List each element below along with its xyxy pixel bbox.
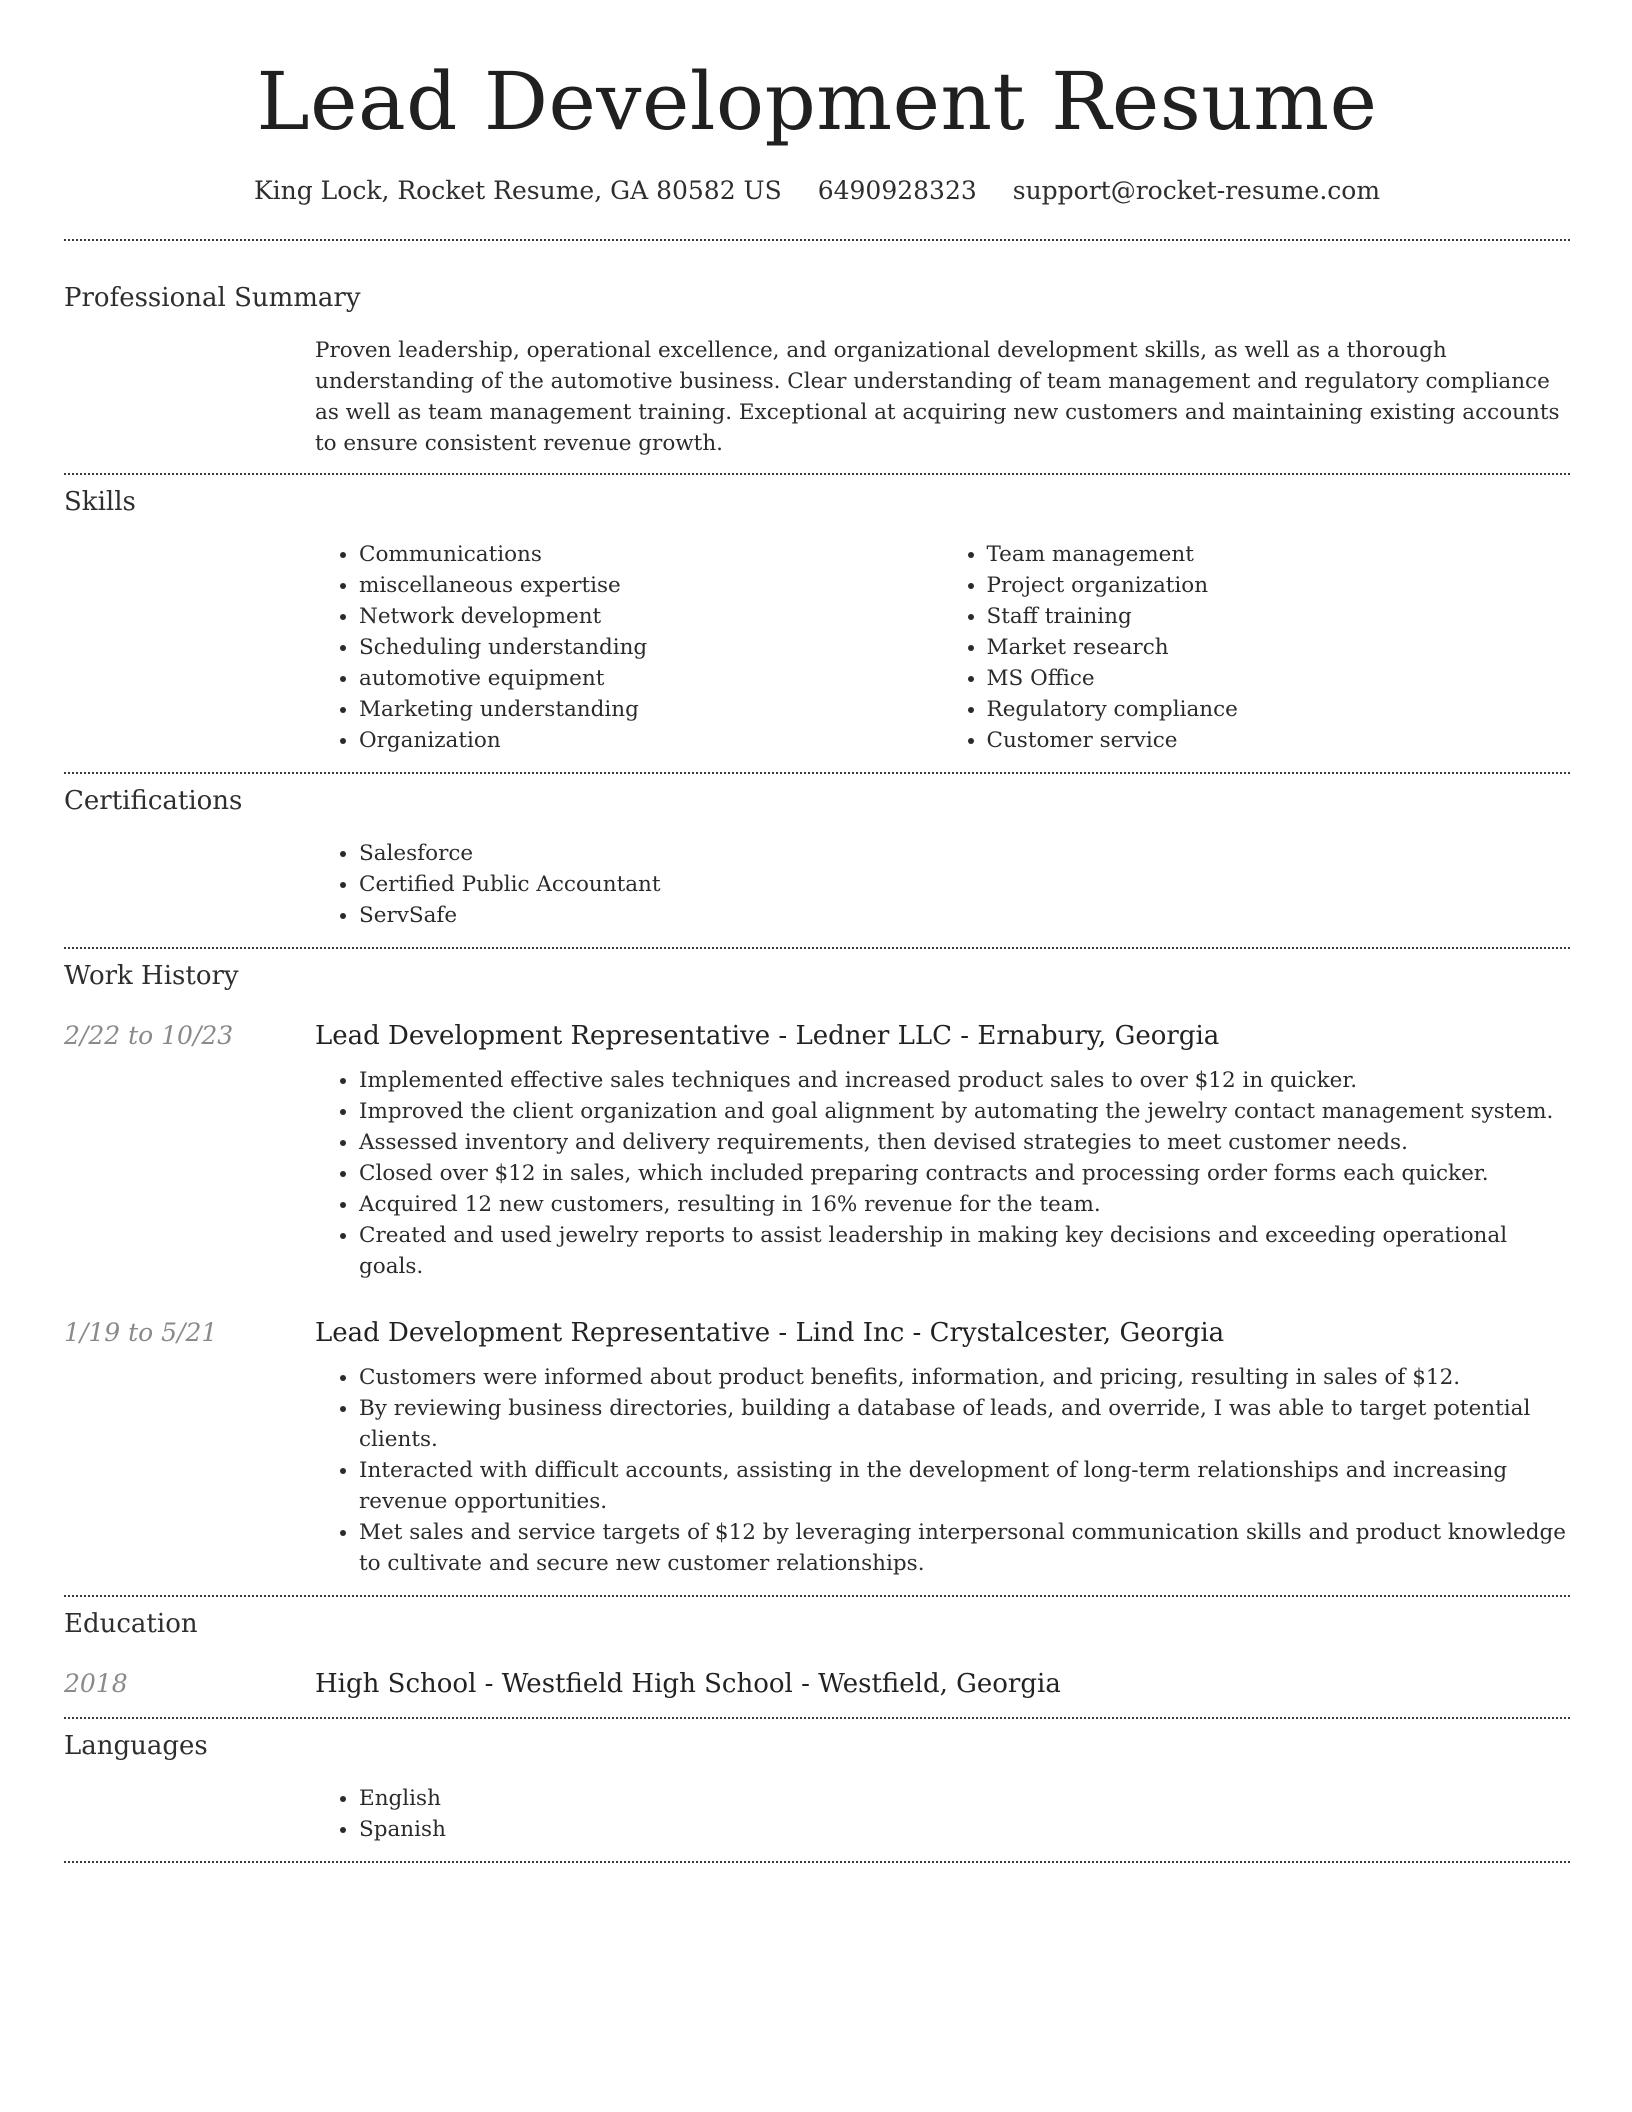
skill-item: • automotive equipment [359, 663, 943, 694]
section-title-education: Education [64, 1609, 198, 1639]
job-bullet-list [315, 1362, 1570, 1579]
job-bullet: • Created and used jewelry reports to assist leadership in making key decisions and exceeding operational goals. [359, 1220, 1570, 1282]
job-bullet: • Interacted with difficult accounts, assisting in the development of long-term relationships and increasing revenue opportunities. [359, 1455, 1570, 1517]
skill-item: • Communications [359, 539, 943, 570]
job-bullet: • Implemented effective sales techniques and increased product sales to over $12 in quicker. [359, 1065, 1570, 1096]
contact-email: support@rocket-resume.com [1012, 176, 1381, 205]
language-item: • English [359, 1783, 1570, 1814]
job-dates: 1/19 to 5/21 [64, 1318, 218, 1347]
skill-item: • Staff training [987, 601, 1571, 632]
job-bullet: • Customers were informed about product benefits, information, and pricing, resulting in sales of $12. [359, 1362, 1570, 1393]
section-skills [64, 475, 1570, 772]
education-year: 2018 [64, 1669, 128, 1698]
job-bullet: • Assessed inventory and delivery requirements, then devised strategies to meet customer needs. [359, 1127, 1570, 1158]
job-bullet: • By reviewing business directories, building a database of leads, and override, I was able to target potential clients. [359, 1393, 1570, 1455]
section-education [64, 1597, 1570, 1717]
section-title-work-history: Work History [64, 961, 239, 991]
language-item: • Spanish [359, 1814, 1570, 1845]
section-title-summary: Professional Summary [64, 283, 361, 313]
skill-item: • Team management [987, 539, 1571, 570]
job-bullet: • Improved the client organization and goal alignment by automating the jewelry contact management system. [359, 1096, 1570, 1127]
job-heading: Lead Development Representative - Lind Inc - Crystalcester, Georgia [315, 1318, 1225, 1348]
skills-list [315, 539, 1570, 756]
job-entry [64, 1019, 1570, 1282]
job-bullet: • Met sales and service targets of $12 by leveraging interpersonal communication skills and product knowledge to cultivate and secure new customer relationships. [359, 1517, 1570, 1579]
section-summary [64, 241, 1570, 473]
summary-text: Proven leadership, operational excellence, and organizational development skills, as well as a thorough understanding of the automotive business. Clear understanding of team management and regulatory compliance as well as team management training. Exceptional at acquiring new customers and maintaining existing accounts to ensure consistent revenue growth. [315, 338, 1560, 456]
certification-item: • ServSafe [359, 900, 1570, 931]
skill-item: • Marketing understanding [359, 694, 943, 725]
certification-item: • Certified Public Accountant [359, 869, 1570, 900]
education-entry [64, 1667, 1570, 1701]
cert-items [315, 838, 1570, 931]
contact-phone: 6490928323 [817, 176, 977, 205]
skills-left-column [315, 539, 943, 756]
job-bullet: • Closed over $12 in sales, which included preparing contracts and processing order forms each quicker. [359, 1158, 1570, 1189]
skill-item: • Scheduling understanding [359, 632, 943, 663]
job-bullet-list [315, 1065, 1570, 1282]
skills-right-column [943, 539, 1571, 756]
resume-title: Lead Development Resume [256, 55, 1378, 148]
job-dates: 2/22 to 10/23 [64, 1021, 234, 1050]
certification-item: • Salesforce [359, 838, 1570, 869]
skill-item: • Market research [987, 632, 1571, 663]
skill-item: • Organization [359, 725, 943, 756]
section-title-certifications: Certifications [64, 786, 243, 816]
section-work-history [64, 949, 1570, 1595]
skill-item: • miscellaneous expertise [359, 570, 943, 601]
section-title-languages: Languages [64, 1731, 208, 1761]
skill-item: • Customer service [987, 725, 1571, 756]
job-bullets [315, 1065, 1570, 1282]
job-entry [64, 1316, 1570, 1579]
divider [64, 1861, 1570, 1863]
languages-list [315, 1783, 1570, 1845]
job-heading: Lead Development Representative - Ledner LLC - Ernabury, Georgia [315, 1021, 1220, 1051]
skill-item: • Network development [359, 601, 943, 632]
education-heading: High School - Westfield High School - Westfield, Georgia [315, 1669, 1061, 1699]
section-languages [64, 1719, 1570, 1861]
section-title-skills: Skills [64, 487, 136, 517]
skill-item: • Regulatory compliance [987, 694, 1571, 725]
contact-address: King Lock, Rocket Resume, GA 80582 US [253, 176, 782, 205]
certifications-list [315, 838, 1570, 931]
job-bullet: • Acquired 12 new customers, resulting in 16% revenue for the team. [359, 1189, 1570, 1220]
section-certifications [64, 774, 1570, 947]
contact-line [64, 176, 1570, 205]
skill-item: • Project organization [987, 570, 1571, 601]
skill-item: • MS Office [987, 663, 1571, 694]
language-items [315, 1783, 1570, 1845]
job-bullets [315, 1362, 1570, 1579]
